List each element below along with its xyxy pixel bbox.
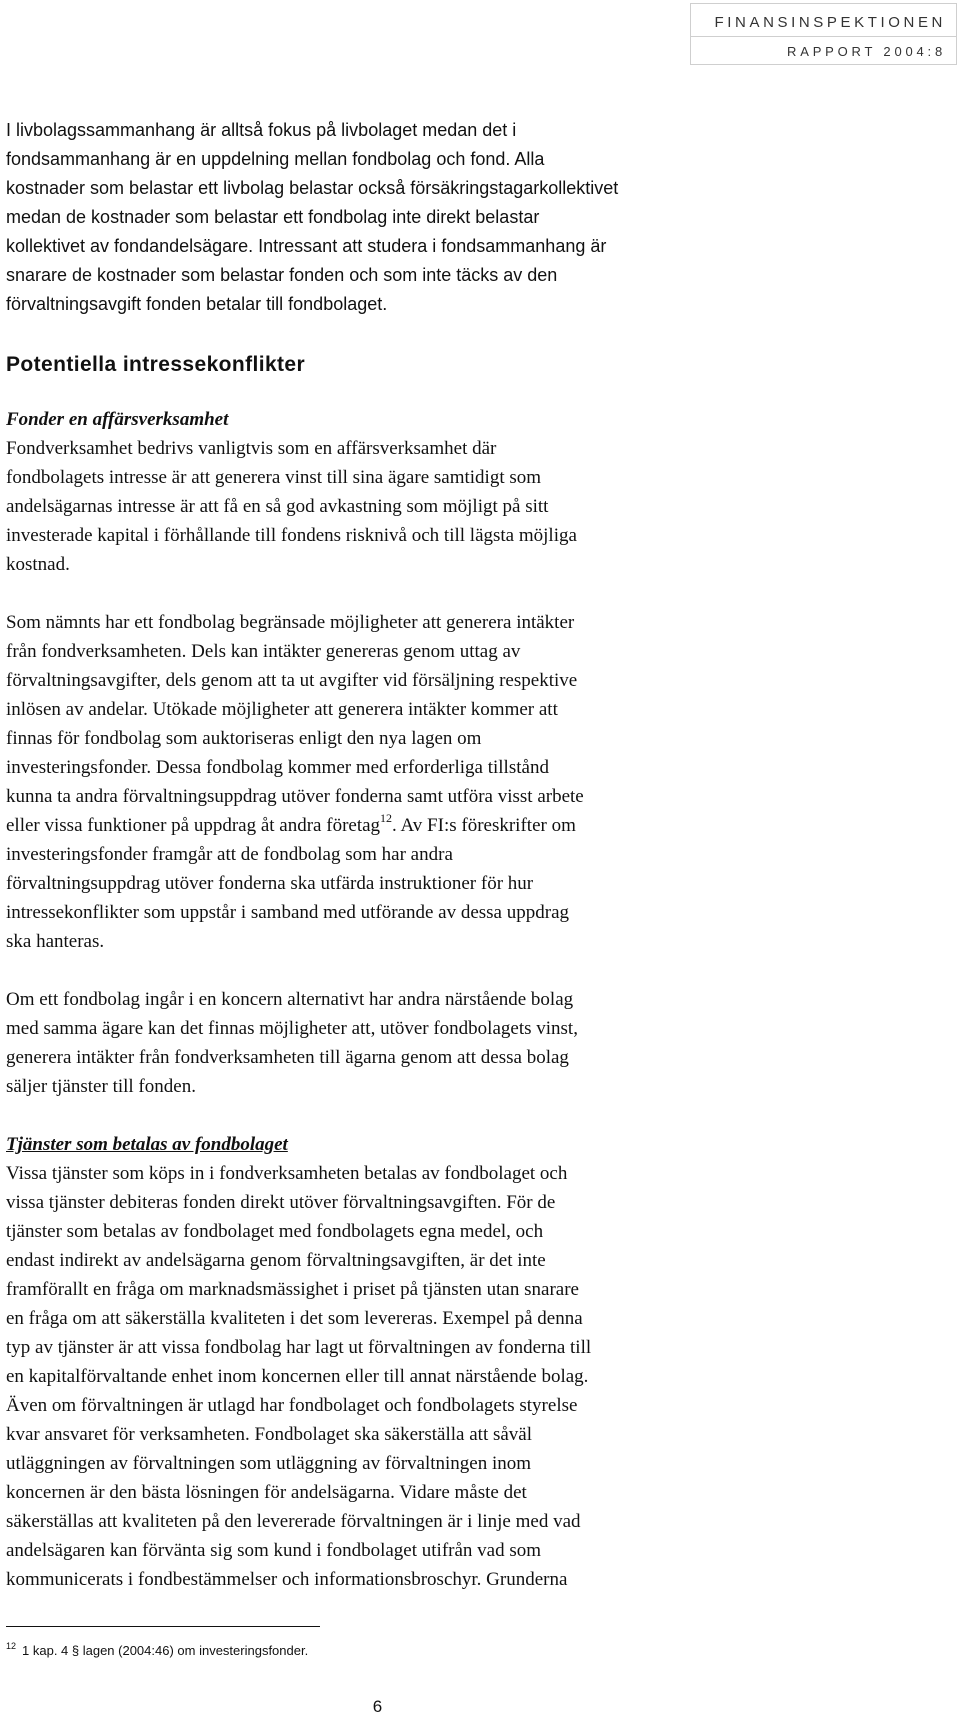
paragraph-services-1: Vissa tjänster som köps in i fondverksamheten betalas av fondbolaget och vissa tjänster debiteras fonden direkt utöver förvaltningsavgiften. För de tjänster som betalas av fondbolaget med fondbolagets egna medel, och endast indirekt av andelsägarna genom förvaltningsavgiften, är det inte framförallt en fråga om marknadsmässighet i priset på tjänsten utan snarare en fråga om att säkerställa kvaliteten i det som levereras. Exempel på denna typ av tjänster är att vissa fondbolag har lagt ut förvaltningen av fonderna till en kapitalförvaltande enhet inom koncernen eller till annat närstående bolag. Även om förvaltningen är utlagd har fondbolaget och fondbolagets styrelse kvar ansvaret för verksamheten. Fondbolaget ska säkerställa att såväl utläggningen av förvaltningen som utläggning av förvaltningen inom koncernen är den bästa lösningen för andelsägarna. Vidare måste det säkerställas att kvaliteten på den levererade förvaltningen är i linje med vad andelsägaren kan förvänta sig som kund i fondbolaget utifrån vad som kommunicerats i fondbestämmelser och informationsbroschyr. Grunderna <box>6 1163 592 1590</box>
intro-paragraph: I livbolagssammanhang är alltså fokus på livbolaget medan det i fondsammanhang är en uppdelning mellan fondbolag och fond. Alla kostnader som belastar ett livbolag belastar också försäkringstagarkollektivet medan de kostnader som belastar ett fondbolag inte direkt belastar kollektivet av fondandelsägare. Intressant att studera i fondsammanhang är snarare de kostnader som belastar fonden och som inte täcks av den förvaltningsavgift fonden betalar till fondbolaget. <box>6 120 619 314</box>
paragraph-business-2 <box>6 608 761 956</box>
paragraph-business-3: Om ett fondbolag ingår i en koncern alternativt har andra närstående bolag med samma ägare kan det finnas möjligheter att, utöver fondbolagets vinst, generera intäkter från fondverksamheten till ägarna genom att dessa bolag säljer tjänster till fonden. <box>6 989 578 1097</box>
report-header-box <box>690 3 957 65</box>
subsection-heading-business: Fonder en affärsverksamhet <box>6 409 229 430</box>
organization-name: FINANSINSPEKTIONEN <box>714 14 946 31</box>
footnote-divider <box>6 1626 320 1627</box>
header-divider <box>691 36 956 37</box>
footnote-number: 12 <box>6 1641 17 1651</box>
page-body <box>6 116 761 1594</box>
footnote <box>6 1643 308 1658</box>
report-number: RAPPORT 2004:8 <box>787 44 946 59</box>
paragraph-business-2-part2: . Av FI:s föreskrifter om investeringsfonder framgår att de fondbolag som har andra förvaltningsuppdrag utöver fonderna ska utfärda instruktioner för hur intressekonflikter som uppstår i samband med utförande av dessa uppdrag ska hanteras. <box>6 815 576 952</box>
paragraph-business-2-part1: Som nämnts har ett fondbolag begränsade möjligheter att generera intäkter från fondverksamheten. Dels kan intäkter genereras genom uttag av förvaltningsavgifter, dels genom att ta ut avgifter vid försäljning respektive inlösen av andelar. Utökade möjligheter att generera intäkter kommer att finnas för fondbolag som auktoriseras enligt den nya lagen om investeringsfonder. Dessa fondbolag kommer med erforderliga tillstånd kunna ta andra förvaltningsuppdrag utöver fonderna samt utföra visst arbete eller vissa funktioner på uppdrag åt andra företag <box>6 612 584 836</box>
page-number: 6 <box>372 1697 383 1716</box>
footnote-reference: 12 <box>380 811 393 825</box>
paragraph-business-1: Fondverksamhet bedrivs vanligtvis som en affärsverksamhet där fondbolagets intresse är att generera vinst till sina ägare samtidigt som andelsägarnas intresse är att få en så god avkastning som möjligt på sitt investerade kapital i förhållande till fondens risknivå och till lägsta möjliga kostnad. <box>6 438 577 575</box>
footnote-text: 1 kap. 4 § lagen (2004:46) om investeringsfonder. <box>22 1643 309 1658</box>
section-heading: Potentiella intressekonflikter <box>6 353 306 376</box>
subsection-heading-services: Tjänster som betalas av fondbolaget <box>6 1134 288 1155</box>
